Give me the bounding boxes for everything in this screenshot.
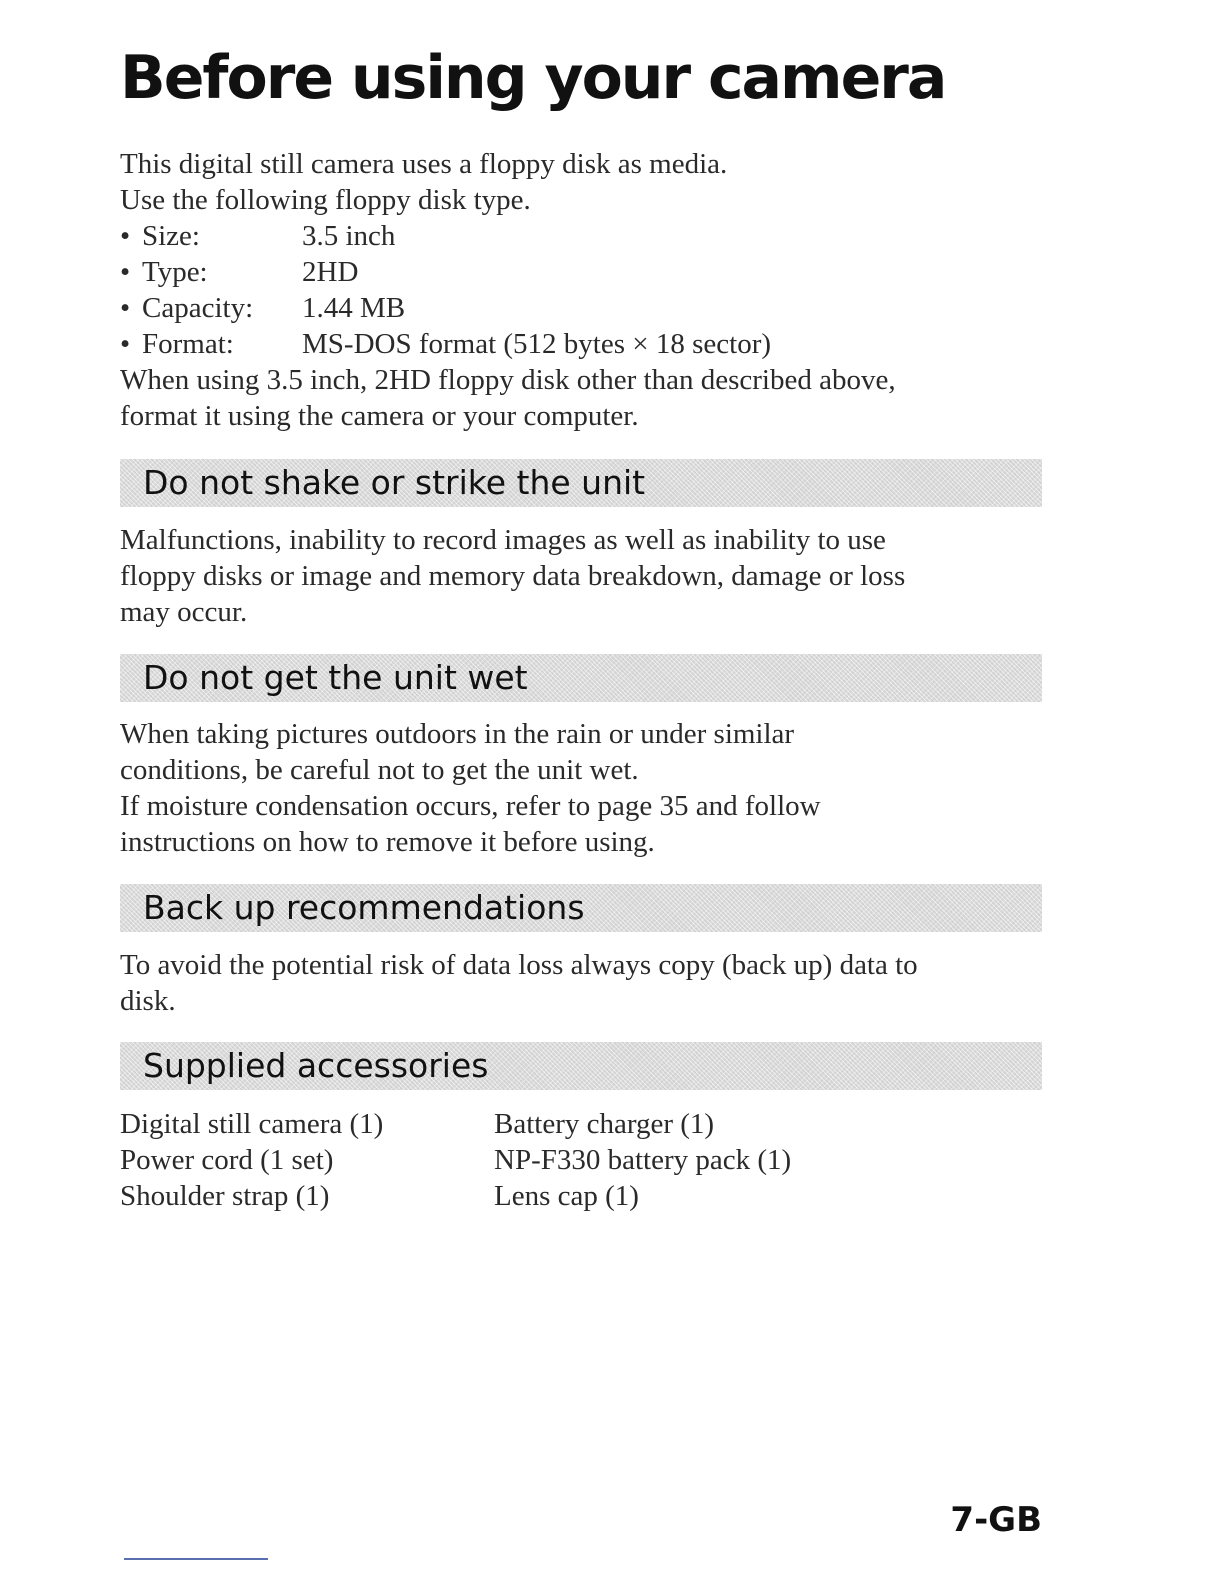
accessory-item: Power cord (1 set)	[120, 1144, 334, 1176]
accessory-item: Digital still camera (1)	[120, 1108, 384, 1140]
section-heading-bar	[120, 654, 1042, 702]
bullet: •	[120, 328, 131, 360]
accessory-item: Shoulder strap (1)	[120, 1180, 330, 1212]
section-body-wet	[120, 716, 1060, 860]
spec-row-capacity	[120, 290, 1060, 326]
spec-row-size	[120, 218, 1060, 254]
body-line: may occur.	[120, 596, 248, 628]
section-heading: Do not shake or strike the unit	[143, 463, 646, 502]
intro-line: Use the following floppy disk type.	[120, 184, 531, 216]
body-line: To avoid the potential risk of data loss always copy (back up) data to	[120, 949, 918, 981]
bullet: •	[120, 220, 131, 252]
body-line: If moisture condensation occurs, refer to page 35 and follow	[120, 790, 821, 822]
spec-label-text: Format:	[142, 328, 234, 360]
section-heading: Back up recommendations	[143, 888, 585, 927]
intro-closing-line: format it using the camera or your computer.	[120, 400, 639, 432]
body-line: conditions, be careful not to get the unit wet.	[120, 754, 639, 786]
body-line: instructions on how to remove it before using.	[120, 826, 655, 858]
body-line: Malfunctions, inability to record images as well as inability to use	[120, 524, 886, 556]
page-number: 7-GB	[950, 1500, 1042, 1540]
page-title: Before using your camera	[120, 43, 946, 113]
spec-value: 1.44 MB	[302, 292, 406, 324]
section-heading-bar	[120, 459, 1042, 507]
intro-line: This digital still camera uses a floppy disk as media.	[120, 148, 728, 180]
spec-value: 3.5 inch	[302, 220, 396, 252]
bullet: •	[120, 256, 131, 288]
section-heading: Supplied accessories	[143, 1046, 489, 1085]
intro-block	[120, 146, 1060, 434]
spec-row-format	[120, 326, 1060, 362]
spec-label	[120, 218, 302, 254]
section-body-shake	[120, 522, 1060, 630]
spec-label	[120, 254, 302, 290]
accessory-item: Lens cap (1)	[494, 1180, 639, 1212]
body-line: floppy disks or image and memory data breakdown, damage or loss	[120, 560, 906, 592]
body-line: When taking pictures outdoors in the rain or under similar	[120, 718, 795, 750]
accessories-list	[120, 1106, 1060, 1214]
accessory-item: NP-F330 battery pack (1)	[494, 1144, 792, 1176]
spec-label-text: Size:	[142, 220, 200, 252]
spec-value: 2HD	[302, 256, 359, 288]
spec-label	[120, 326, 302, 362]
spec-label-text: Capacity:	[142, 292, 254, 324]
spec-row-type	[120, 254, 1060, 290]
section-heading-bar	[120, 884, 1042, 932]
spec-label-text: Type:	[142, 256, 208, 288]
section-body-backup	[120, 947, 1060, 1019]
footer-rule	[124, 1558, 268, 1560]
accessory-item: Battery charger (1)	[494, 1108, 715, 1140]
bullet: •	[120, 292, 131, 324]
section-heading: Do not get the unit wet	[143, 658, 528, 697]
body-line: disk.	[120, 985, 176, 1017]
intro-closing-line: When using 3.5 inch, 2HD floppy disk other than described above,	[120, 364, 896, 396]
spec-value: MS-DOS format (512 bytes × 18 sector)	[302, 328, 772, 360]
section-heading-bar	[120, 1042, 1042, 1090]
spec-label	[120, 290, 302, 326]
